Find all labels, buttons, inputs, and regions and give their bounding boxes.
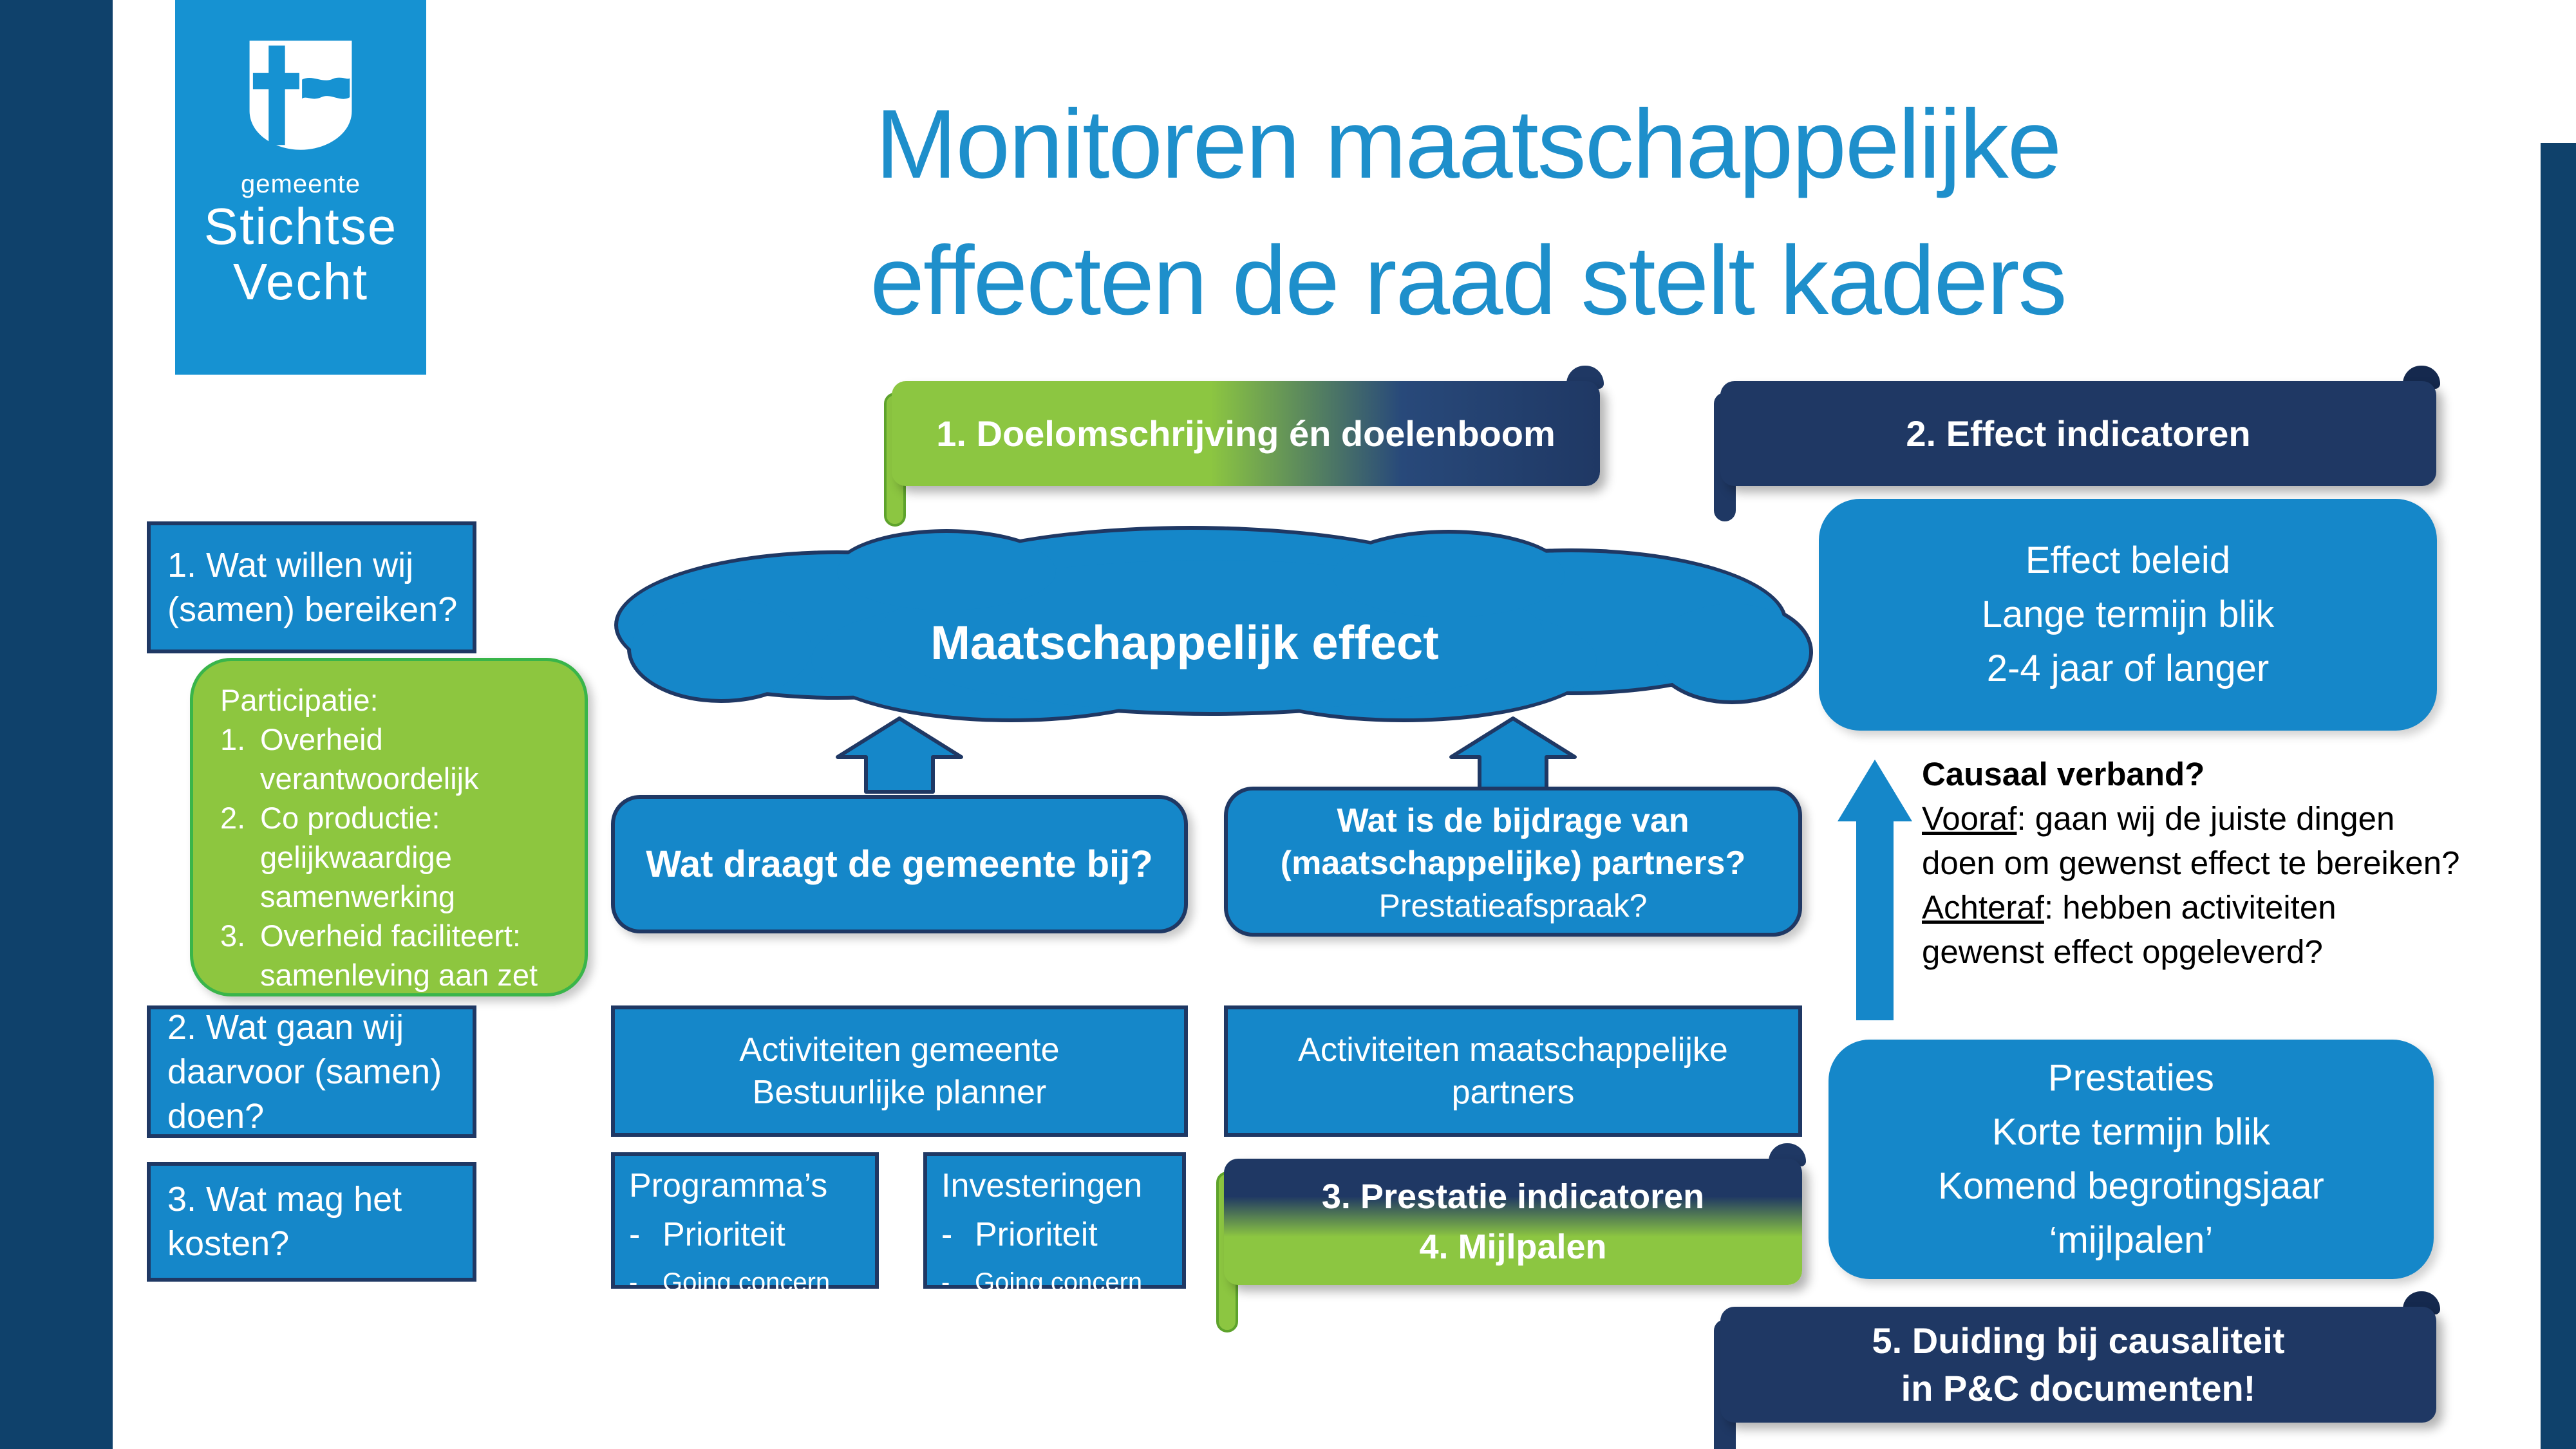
page-title-line1: Monitoren maatschappelijke [875,89,2061,199]
up-arrow-icon [835,716,964,794]
activiteiten-gemeente-line2: Bestuurlijke planner [752,1074,1047,1111]
banner-prestatie-mijlpalen [1224,1159,1802,1285]
logo-name-line1: Stichtse [203,198,398,255]
banner-doelomschrijving-label: 1. Doelomschrijving én doelenboom [936,413,1556,454]
activiteiten-partners-box [1224,1005,1802,1137]
question-box-kosten [147,1162,476,1282]
banner-mijlpalen-label: 4. Mijlpalen [1419,1228,1607,1266]
prestaties-line3: Komend begrotingsjaar [1938,1165,2324,1207]
list-item-number: 2. [220,801,246,835]
partners-bijdrage-label: Wat is de bijdrage van (maatschappelijke) partners? [1280,801,1746,882]
right-edge-bar [2541,143,2576,1449]
prestaties-line4: ‘mijlpalen’ [2049,1219,2214,1261]
list-item [941,1268,1182,1297]
list-item-text: Prioriteit [663,1216,785,1253]
question-bereiken-label: 1. Wat willen wij (samen) bereiken? [167,545,458,629]
activiteiten-partners-label: Activiteiten maatschappelijke partners [1298,1031,1728,1111]
programmas-box [611,1152,879,1296]
logo-org-type: gemeente [241,170,361,198]
page-title [644,76,2292,349]
programmas-title: Programma’s [629,1167,828,1204]
achteraf-paragraph [1922,885,2466,974]
effect-beleid-line1: Effect beleid [2025,539,2231,581]
achteraf-label: Achteraf [1922,889,2044,926]
dash-bullet: - [941,1216,953,1253]
up-arrow-icon [1449,716,1577,794]
list-item [629,1268,875,1297]
list-item [220,798,572,916]
dash-bullet: - [629,1216,641,1253]
list-item-text: Overheid faciliteert: samenleving aan zet [260,919,538,992]
partners-bijdrage-box [1224,787,1802,937]
participatie-box [190,658,588,996]
coat-of-arms-icon [246,37,355,153]
activiteiten-gemeente-box [611,1005,1188,1137]
vooraf-text: : gaan wij de juiste dingen doen om gewenst effect te bereiken? [1922,800,2460,881]
up-arrow-icon [1836,760,1913,1020]
question-box-doen [147,1005,476,1138]
question-doen-label: 2. Wat gaan wij daarvoor (samen) doen? [167,1007,442,1136]
banner-duiding [1720,1307,2436,1423]
page-title-line2: effecten de raad stelt kaders [870,226,2066,335]
list-item-text: Co productie: gelijkwaardige samenwerking [260,801,456,913]
banner-doelomschrijving [892,381,1600,486]
banner-effect-indicatoren [1720,381,2436,486]
question-box-bereiken [147,521,476,653]
prestaties-line1: Prestaties [2048,1057,2214,1099]
banner-duiding-line2: in P&C documenten! [1901,1368,2256,1408]
effect-beleid-box [1819,499,2437,731]
dash-bullet: - [941,1268,950,1296]
list-item [220,916,572,995]
effect-cloud [612,519,1816,731]
cloud-label: Maatschappelijk effect [930,616,1439,669]
gemeente-bijdrage-box [611,795,1188,933]
list-item-text: Overheid verantwoordelijk [260,722,479,796]
banner-effect-indicatoren-label: 2. Effect indicatoren [1906,413,2251,454]
prestaties-box [1829,1040,2434,1279]
banner-duiding-line1: 5. Duiding bij causaliteit [1872,1320,2285,1361]
list-item [629,1215,875,1254]
list-item-text: Prioriteit [975,1216,1098,1253]
left-edge-bar [0,0,113,1449]
effect-beleid-line3: 2-4 jaar of langer [1986,648,2270,689]
prestatieafspraak-label: Prestatieafspraak? [1378,887,1648,924]
participatie-title: Participatie: [220,683,379,717]
investeringen-title: Investeringen [941,1167,1143,1204]
causaal-verband-text [1922,752,2466,974]
question-kosten-label: 3. Wat mag het kosten? [167,1180,402,1263]
causaal-title: Causaal verband? [1922,756,2205,792]
investeringen-box [923,1152,1186,1296]
logo-name-line2: Vecht [232,253,369,310]
list-item [220,720,572,798]
vooraf-paragraph [1922,796,2466,885]
vooraf-label: Vooraf [1922,800,2017,837]
list-item-number: 3. [220,919,246,953]
list-item-text: Going concern [663,1268,831,1296]
list-item-number: 1. [220,722,246,756]
banner-prestatie-label: 3. Prestatie indicatoren [1321,1177,1705,1216]
logo-block [175,0,426,375]
effect-beleid-line2: Lange termijn blik [1981,594,2275,635]
prestaties-line2: Korte termijn blik [1992,1111,2270,1153]
dash-bullet: - [629,1268,638,1296]
gemeente-bijdrage-label: Wat draagt de gemeente bij? [646,843,1153,885]
list-item [941,1215,1182,1254]
achteraf-text: : hebben activiteiten gewenst effect opgeleverd? [1922,889,2336,970]
activiteiten-gemeente-line1: Activiteiten gemeente [739,1031,1060,1069]
list-item-text: Going concern [975,1268,1143,1296]
